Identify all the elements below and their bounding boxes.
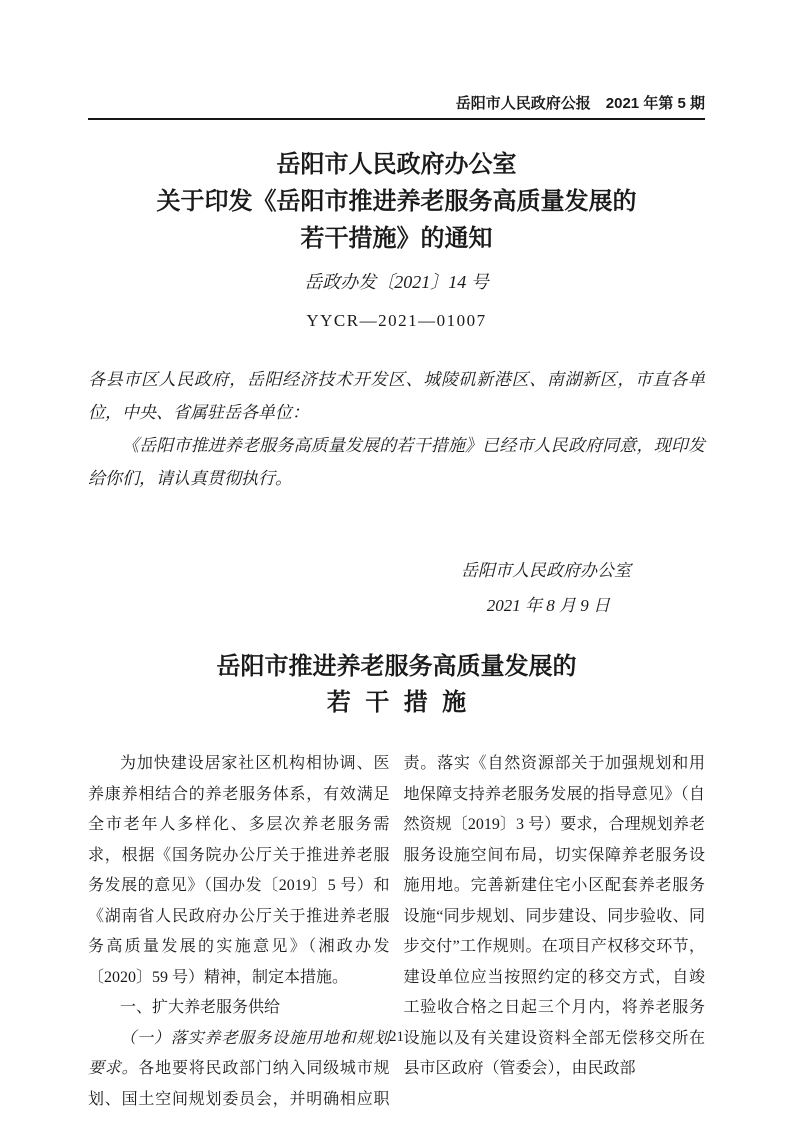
notice-body: [88, 363, 705, 495]
measures-title-line2: 若干措施: [326, 690, 481, 716]
measures-text-columns: [88, 749, 705, 1115]
page-number: 21: [389, 1029, 404, 1045]
signer: 岳阳市人民政府办公室: [461, 561, 631, 580]
signature-block: [88, 553, 705, 623]
notice-salutation: 各县市区人民政府，岳阳经济技术开发区、城陵矶新港区、南湖新区，市直各单位，中央、省属驻岳各单位：: [88, 370, 705, 422]
measures-title: [88, 649, 705, 721]
notice-title-line2: 关于印发《岳阳市推进养老服务高质量发展的: [156, 189, 637, 215]
measures-section1-heading: 一、扩大养老服务供给: [120, 999, 281, 1016]
measures-item1-heading: （一）落实养老服务设施用地和规划要求。: [88, 1029, 390, 1077]
measures-intro: 为加快建设居家社区机构相协调、医养康养相结合的养老服务体系，有效满足全市老年人多样化、多层次养老服务需求，根据《国务院办公厅关于推进养老服务发展的意见》（国办发〔2019〕5 号）和《湖南省人民政府办公厅关于推进养老服务高质量发展的实施意见》（湘政办发〔2020〕59 号）精神，制定本措施。: [88, 755, 390, 986]
measures-title-line1: 岳阳市推进养老服务高质量发展的: [216, 654, 577, 680]
gazette-issue: 2021 年第 5 期: [605, 95, 705, 112]
notice-paragraph: 《岳阳市推进养老服务高质量发展的若干措施》已经市人民政府同意，现印发给你们，请认真贯彻执行。: [88, 436, 705, 488]
doc-code: YYCR—2021—01007: [306, 311, 487, 330]
running-head: [88, 93, 705, 115]
sign-date: 2021 年 8 月 9 日: [486, 596, 610, 615]
notice-title: [88, 147, 705, 258]
notice-title-line3: 若干措施》的通知: [300, 226, 493, 252]
measures-item1-body: 各地要将民政部门纳入同级城市规划、国土空间规划委员会，并明确相应职责。落实《自然资源部关于加强规划和用地保障支持养老服务发展的指导意见》（自然资规〔2019〕3 号）要求，合理规划养老服务设施空间布局，切实保障养老服务设施用地。完善新建住宅小区配套养老服务设施“同步规划、同步建设、同步验收、同步交付”工作规则。在项目产权移交环节，建设单位应当按照约定的移交方式，自竣工验收合格之日起三个月内，将养老服务设施以及有关建设资料全部无偿移交所在县市区政府（管委会），由民政部: [88, 755, 705, 1108]
doc-number: 岳政办发〔2021〕14 号: [304, 272, 489, 292]
gazette-title: 岳阳市人民政府公报: [455, 95, 591, 112]
notice-title-line1: 岳阳市人民政府办公室: [276, 152, 517, 178]
header-rule: [88, 118, 705, 120]
